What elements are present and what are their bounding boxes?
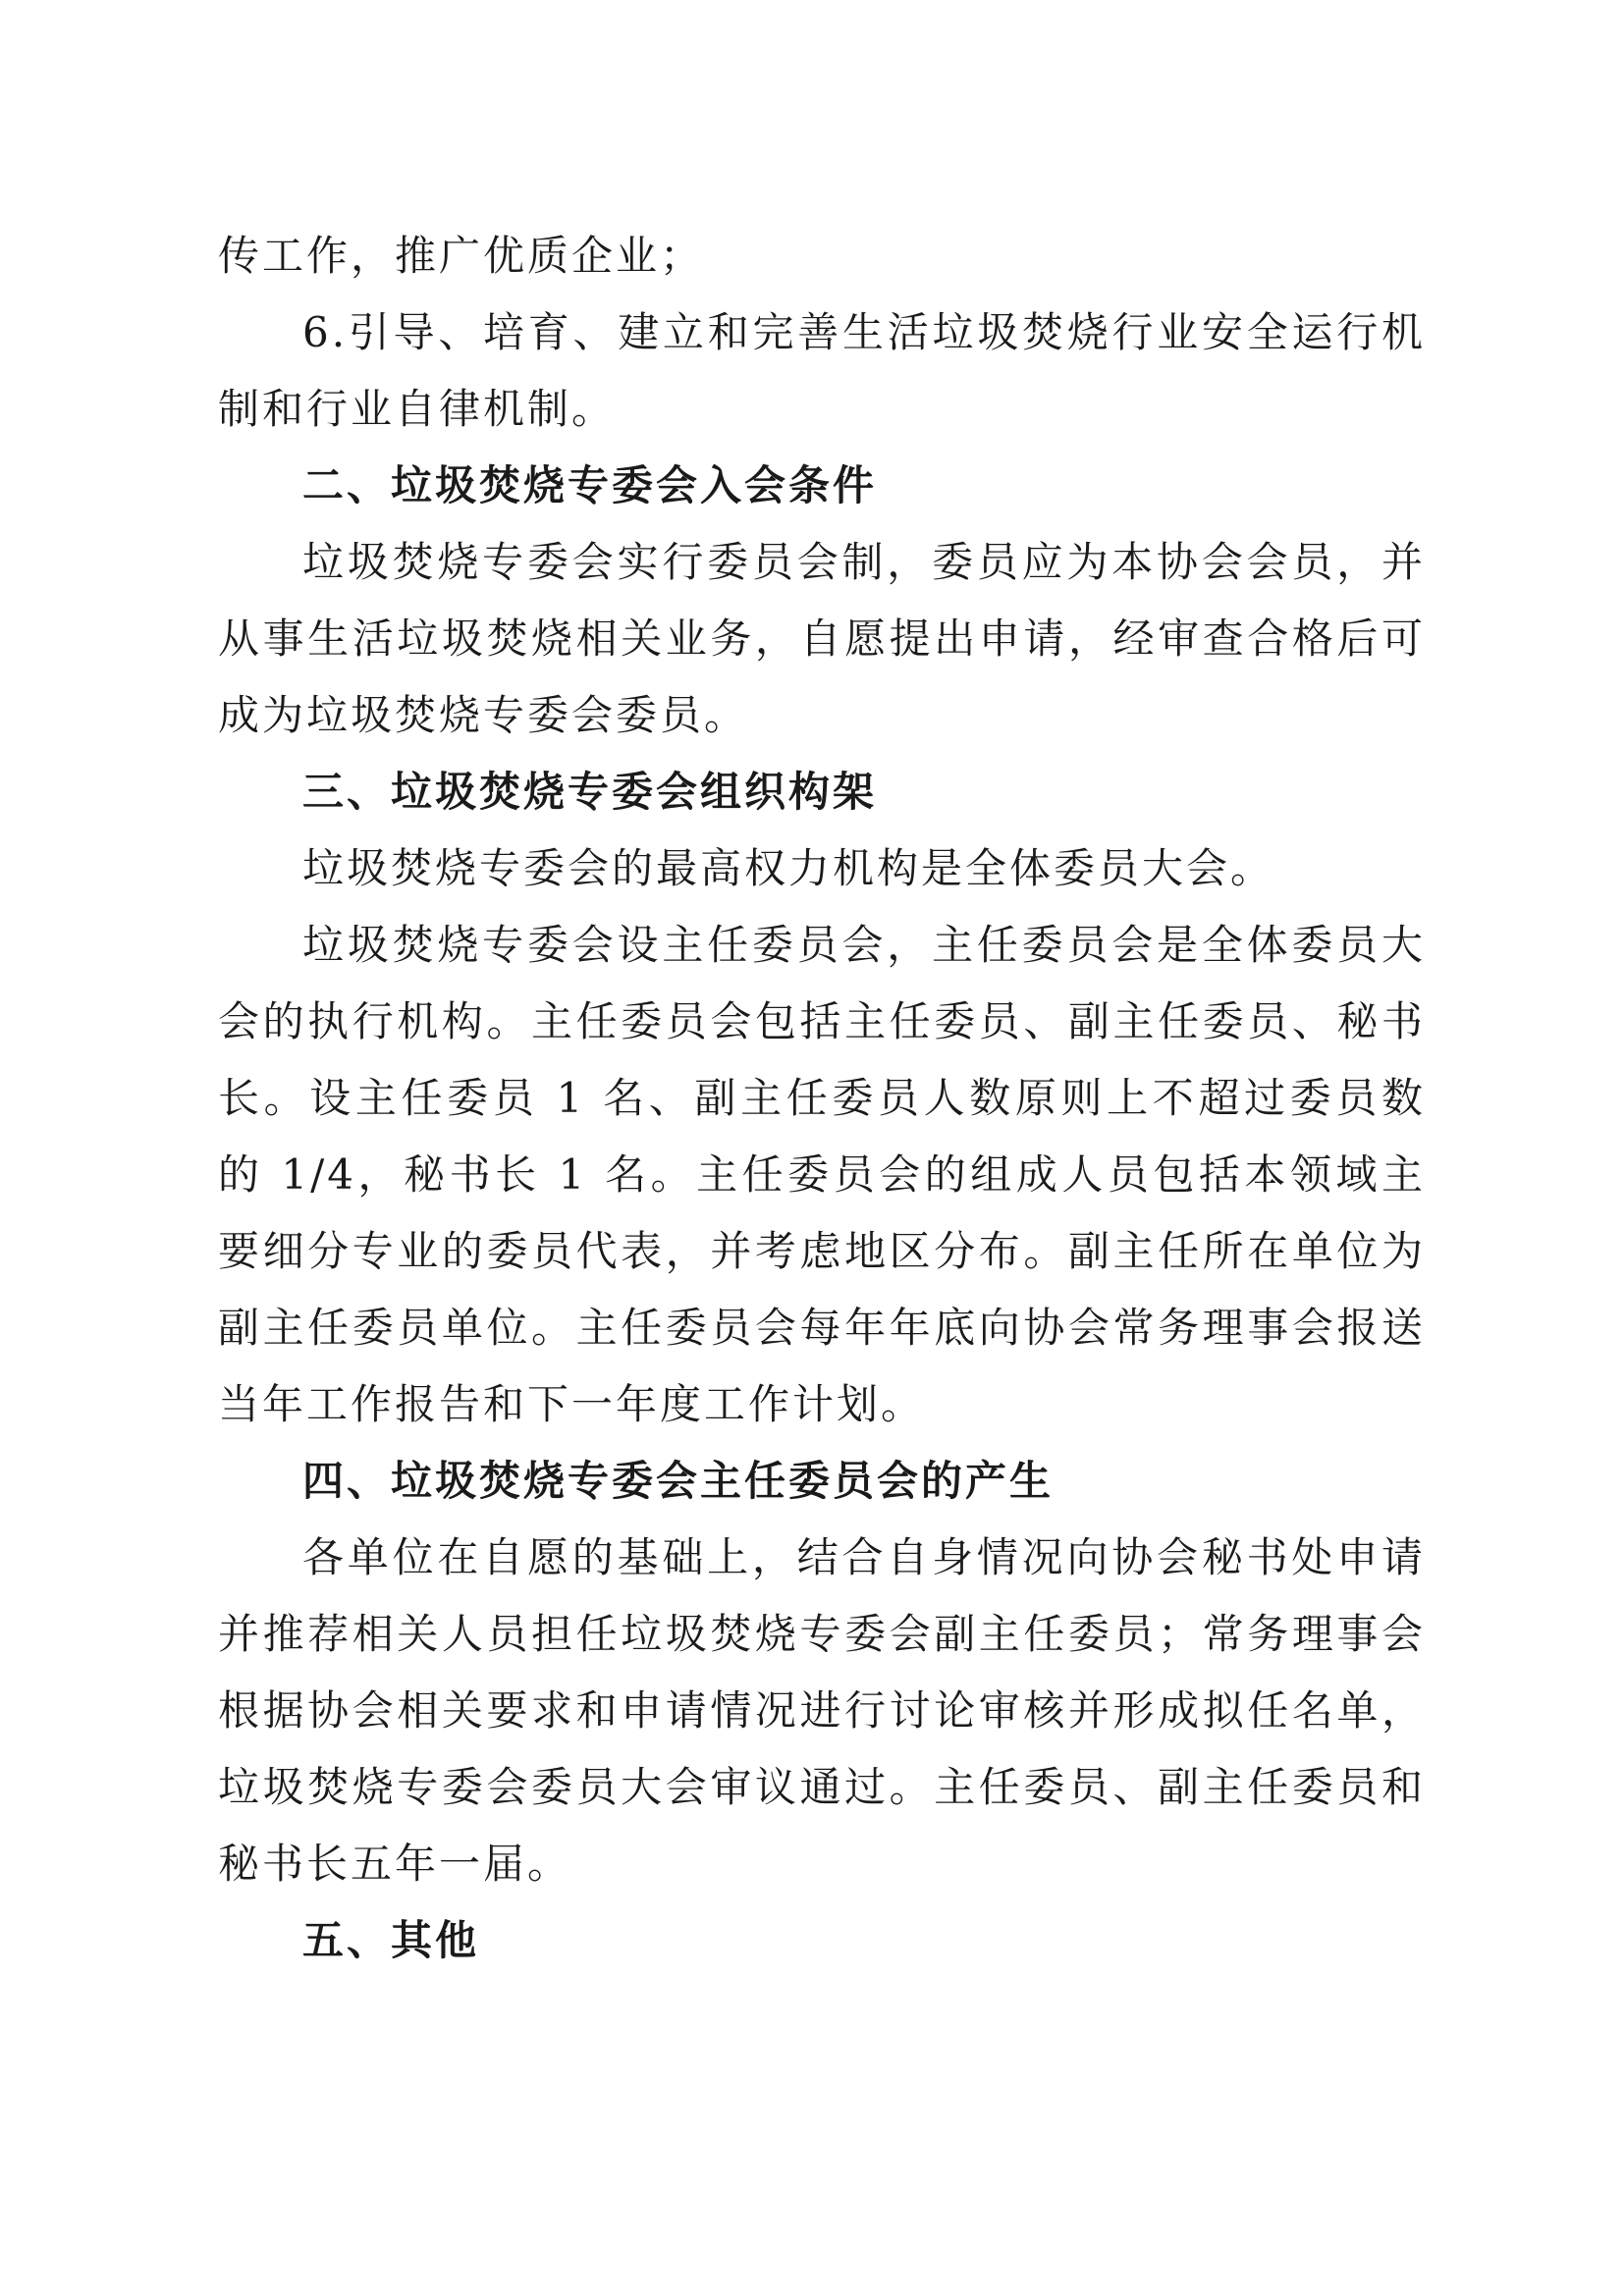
section-heading-4: 四、垃圾焚烧专委会主任委员会的产生 [302, 1457, 1055, 1505]
section-heading-3: 三、垃圾焚烧专委会组织构架 [302, 768, 878, 816]
paragraph-authority: 垃圾焚烧专委会的最高权力机构是全体委员大会。 [302, 844, 1275, 892]
paragraph-committee: 垃圾焚烧专委会设主任委员会，主任委员会是全体委员大会的执行机构。主任委员会包括主任委员、副主任委员、秘书长。设主任委员 1 名、副主任委员人数原则上不超过委员数的 1/4，秘书长 1 名。主任委员会的组成人员包括本领域主要细分专业的委员代表，并考虑地区分布。副主任所在单位为副主任委员单位。主任委员会每年年底向协会常务理事会报送当年工作报告和下一年度工作计划。 [218, 921, 1426, 1428]
paragraph-membership: 垃圾焚烧专委会实行委员会制，委员应为本协会会员，并从事生活垃圾焚烧相关业务，自愿提出申请，经审查合格后可成为垃圾焚烧专委会委员。 [218, 538, 1426, 739]
paragraph-item-6: 6.引导、培育、建立和完善生活垃圾焚烧行业安全运行机制和行业自律机制。 [218, 308, 1426, 433]
section-heading-5: 五、其他 [302, 1916, 480, 1964]
section-heading-2: 二、垃圾焚烧专委会入会条件 [302, 461, 878, 509]
paragraph-election: 各单位在自愿的基础上，结合自身情况向协会秘书处申请并推荐相关人员担任垃圾焚烧专委会副主任委员；常务理事会根据协会相关要求和申请情况进行讨论审核并形成拟任名单，垃圾焚烧专委会委员大会审议通过。主任委员、副主任委员和秘书长五年一届。 [218, 1533, 1426, 1888]
paragraph-continuation: 传工作，推广优质企业； [218, 232, 705, 280]
document-body [218, 218, 1426, 1979]
